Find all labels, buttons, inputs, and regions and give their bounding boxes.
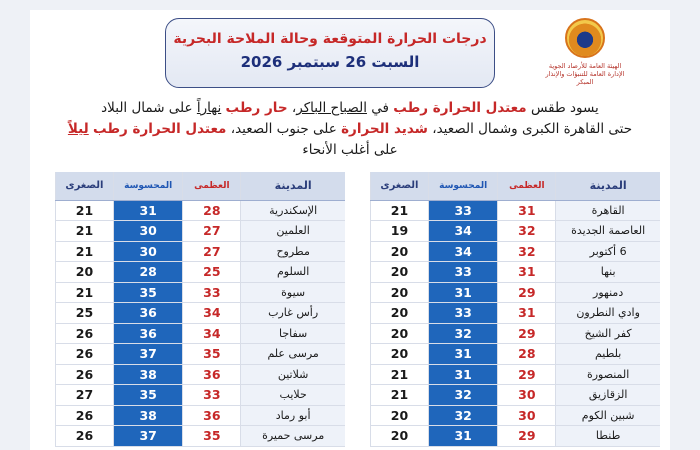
desc-text: في <box>371 100 389 116</box>
max-temp-cell: 28 <box>183 200 241 221</box>
feels-like-cell: 38 <box>113 364 182 385</box>
column-header-max: العظمى <box>498 172 556 200</box>
column-header-city: المدينة <box>241 172 345 200</box>
city-cell: دمنهور <box>556 282 660 303</box>
min-temp-cell: 20 <box>371 323 429 344</box>
column-header-min: الصغرى <box>371 172 429 200</box>
min-temp-cell: 20 <box>56 262 114 283</box>
table-row <box>56 426 346 447</box>
desc-text: على جنوب الصعيد، <box>230 121 337 137</box>
column-header-feel: المحسوسة <box>113 172 182 200</box>
city-cell: كفر الشيخ <box>556 323 660 344</box>
table-row <box>56 405 346 426</box>
table-row <box>56 303 346 324</box>
max-temp-cell: 29 <box>498 323 556 344</box>
min-temp-cell: 21 <box>56 221 114 242</box>
max-temp-cell: 33 <box>183 385 241 406</box>
feels-like-cell: 36 <box>113 323 182 344</box>
table-row <box>371 344 661 365</box>
table-row <box>56 385 346 406</box>
max-temp-cell: 32 <box>498 241 556 262</box>
city-cell: المنصورة <box>556 364 660 385</box>
max-temp-cell: 29 <box>498 364 556 385</box>
column-header-feel: المحسوسة <box>428 172 497 200</box>
min-temp-cell: 21 <box>371 385 429 406</box>
feels-like-cell: 31 <box>428 426 497 447</box>
logo-text-line1: الهيئة العامة للأرصاد الجوية <box>548 62 622 70</box>
table-row <box>371 200 661 221</box>
min-temp-cell: 21 <box>56 282 114 303</box>
city-cell: مرسى حميرة <box>241 426 345 447</box>
min-temp-cell: 20 <box>371 303 429 324</box>
table-row <box>371 282 661 303</box>
column-header-min: الصغرى <box>56 172 114 200</box>
feels-like-cell: 33 <box>428 303 497 324</box>
feels-like-cell: 28 <box>113 262 182 283</box>
max-temp-cell: 35 <box>183 344 241 365</box>
min-temp-cell: 21 <box>56 200 114 221</box>
min-temp-cell: 26 <box>56 405 114 426</box>
table-body <box>56 200 346 446</box>
min-temp-cell: 26 <box>56 426 114 447</box>
max-temp-cell: 27 <box>183 221 241 242</box>
logo-emblem-icon <box>565 18 605 58</box>
city-cell: وادي النطرون <box>556 303 660 324</box>
city-cell: سيوة <box>241 282 345 303</box>
max-temp-cell: 32 <box>498 221 556 242</box>
city-cell: السلوم <box>241 262 345 283</box>
feels-like-cell: 34 <box>428 221 497 242</box>
city-cell: طنطا <box>556 426 660 447</box>
desc-text: ، <box>291 100 297 116</box>
max-temp-cell: 30 <box>498 405 556 426</box>
column-header-max: العظمى <box>183 172 241 200</box>
weather-description <box>40 98 660 161</box>
city-cell: مرسى علم <box>241 344 345 365</box>
max-temp-cell: 35 <box>183 426 241 447</box>
feels-like-cell: 32 <box>428 323 497 344</box>
feels-like-cell: 32 <box>428 385 497 406</box>
meteorology-logo <box>540 18 630 90</box>
city-cell: 6 أكتوبر <box>556 241 660 262</box>
min-temp-cell: 25 <box>56 303 114 324</box>
min-temp-cell: 19 <box>371 221 429 242</box>
city-cell: العلمين <box>241 221 345 242</box>
table-row <box>56 282 346 303</box>
min-temp-cell: 27 <box>56 385 114 406</box>
min-temp-cell: 20 <box>371 344 429 365</box>
table-row <box>371 262 661 283</box>
max-temp-cell: 29 <box>498 282 556 303</box>
feels-like-cell: 31 <box>428 364 497 385</box>
feels-like-cell: 35 <box>113 282 182 303</box>
feels-like-cell: 33 <box>428 200 497 221</box>
max-temp-cell: 30 <box>498 385 556 406</box>
table-row <box>56 323 346 344</box>
table-row <box>371 364 661 385</box>
max-temp-cell: 28 <box>498 344 556 365</box>
table-row <box>371 323 661 344</box>
max-temp-cell: 36 <box>183 364 241 385</box>
table-row <box>56 221 346 242</box>
desc-text: حتى القاهرة الكبرى وشمال الصعيد، <box>432 121 633 137</box>
page-title: درجات الحرارة المتوقعة وحالة الملاحة البحرية <box>173 31 487 47</box>
max-temp-cell: 33 <box>183 282 241 303</box>
feels-like-cell: 30 <box>113 221 182 242</box>
table-header-row <box>371 172 661 200</box>
min-temp-cell: 26 <box>56 364 114 385</box>
feels-like-cell: 37 <box>113 344 182 365</box>
desc-highlight: معتدل الحرارة رطب <box>93 121 227 137</box>
feels-like-cell: 30 <box>113 241 182 262</box>
table-row <box>371 405 661 426</box>
feels-like-cell: 31 <box>113 200 182 221</box>
city-cell: بنها <box>556 262 660 283</box>
feels-like-cell: 33 <box>428 262 497 283</box>
column-header-city: المدينة <box>556 172 660 200</box>
desc-underlined: نهاراً <box>196 100 222 116</box>
table-header-row <box>56 172 346 200</box>
min-temp-cell: 21 <box>371 200 429 221</box>
desc-text: يسود طقس <box>530 100 599 116</box>
min-temp-cell: 21 <box>371 364 429 385</box>
min-temp-cell: 20 <box>371 241 429 262</box>
max-temp-cell: 31 <box>498 200 556 221</box>
max-temp-cell: 34 <box>183 323 241 344</box>
city-cell: الزقازيق <box>556 385 660 406</box>
desc-underlined: ليلاً <box>67 121 89 137</box>
city-cell: الإسكندرية <box>241 200 345 221</box>
desc-highlight: شديد الحرارة <box>341 121 428 137</box>
city-cell: رأس غارب <box>241 303 345 324</box>
max-temp-cell: 31 <box>498 303 556 324</box>
feels-like-cell: 35 <box>113 385 182 406</box>
feels-like-cell: 37 <box>113 426 182 447</box>
feels-like-cell: 38 <box>113 405 182 426</box>
max-temp-cell: 25 <box>183 262 241 283</box>
feels-like-cell: 31 <box>428 344 497 365</box>
logo-text <box>540 62 630 86</box>
max-temp-cell: 27 <box>183 241 241 262</box>
table-row <box>371 426 661 447</box>
min-temp-cell: 20 <box>371 282 429 303</box>
feels-like-cell: 31 <box>428 282 497 303</box>
city-cell: شبين الكوم <box>556 405 660 426</box>
desc-text: على شمال البلاد <box>101 100 193 116</box>
feels-like-cell: 36 <box>113 303 182 324</box>
logo-text-line2: الإدارة العامة للتنبؤات والإنذار المبكر <box>545 70 625 86</box>
table-row <box>56 262 346 283</box>
min-temp-cell: 21 <box>56 241 114 262</box>
min-temp-cell: 20 <box>371 262 429 283</box>
desc-highlight: حار رطب <box>225 100 288 116</box>
city-cell: سفاجا <box>241 323 345 344</box>
city-cell: شلاتين <box>241 364 345 385</box>
feels-like-cell: 32 <box>428 405 497 426</box>
table-row <box>371 221 661 242</box>
table-row <box>56 241 346 262</box>
max-temp-cell: 34 <box>183 303 241 324</box>
table-row <box>56 344 346 365</box>
city-cell: أبو رماد <box>241 405 345 426</box>
min-temp-cell: 26 <box>56 344 114 365</box>
city-cell: بلطيم <box>556 344 660 365</box>
max-temp-cell: 36 <box>183 405 241 426</box>
forecast-date: السبت 26 سبتمبر 2026 <box>240 53 420 71</box>
min-temp-cell: 20 <box>371 426 429 447</box>
min-temp-cell: 20 <box>371 405 429 426</box>
city-cell: حلايب <box>241 385 345 406</box>
feels-like-cell: 34 <box>428 241 497 262</box>
city-cell: القاهرة <box>556 200 660 221</box>
desc-highlight: معتدل الحرارة رطب <box>393 100 527 116</box>
table-row <box>371 241 661 262</box>
table-body <box>371 200 661 446</box>
table-row <box>56 200 346 221</box>
city-cell: مطروح <box>241 241 345 262</box>
min-temp-cell: 26 <box>56 323 114 344</box>
desc-text: على أغلب الأنحاء <box>302 142 398 158</box>
max-temp-cell: 29 <box>498 426 556 447</box>
table-row <box>371 303 661 324</box>
max-temp-cell: 31 <box>498 262 556 283</box>
weather-table-left <box>55 172 345 447</box>
table-row <box>56 364 346 385</box>
table-row <box>371 385 661 406</box>
city-cell: العاصمة الجديدة <box>556 221 660 242</box>
desc-underlined: الصباح الباكر <box>296 100 367 116</box>
title-box <box>165 18 495 88</box>
weather-table-right <box>370 172 660 447</box>
